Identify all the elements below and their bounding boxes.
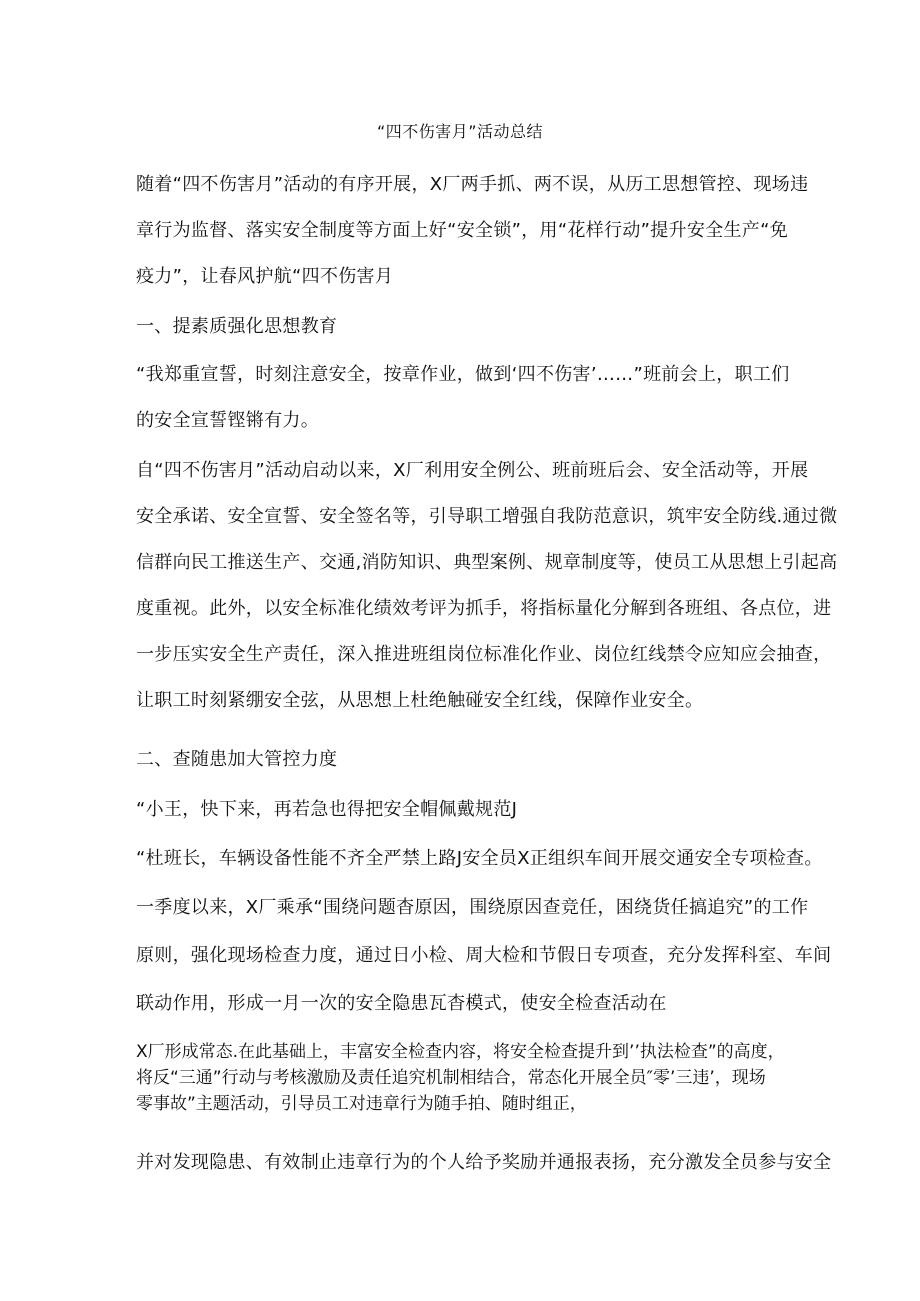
section2-small-line-1: X厂形成常态.在此基础上，丰富安全检查内容，将安全检查提升到’’执法检查”的高度， bbox=[136, 1042, 785, 1062]
section1-heading-block bbox=[136, 304, 786, 350]
section2-heading-block bbox=[136, 737, 786, 783]
intro-line-3: 疫力”，让春风护航“四不伤害月 bbox=[136, 266, 394, 287]
section2-small-line-2: 将反“三通”行动与考核激励及责任追究机制相结合，常态化开展全员″零’三违’，现场 bbox=[136, 1068, 766, 1088]
section2-quote-2: “杜班长，车辆设备性能不齐全严禁上路J安全员X正组织车间开展交通安全专项检查。 bbox=[136, 848, 823, 869]
section2-quote-1: “小王，快下来，再若急也得把安全帽佩戴规范J bbox=[136, 799, 518, 820]
section1-body-paragraph bbox=[136, 448, 838, 724]
section2-small-line-3: 零事故”主题活动，引导员工对违章行为随手拍、随时组正， bbox=[136, 1094, 587, 1114]
section2-heading: 二、查随患加大管控力度 bbox=[136, 749, 338, 770]
section1-quote-line-2: 的安全宣誓铿锵有力。 bbox=[136, 410, 319, 431]
closing-paragraph bbox=[136, 1140, 832, 1186]
intro-line-1: 随着“四不伤害月”活动的有序开展，X厂两手抓、两不误，从历工思想管控、现场违 bbox=[136, 174, 809, 195]
section2-body-paragraph bbox=[136, 884, 832, 1028]
section1-body-line-5: 一步压实安全生产责任，深入推进班组岗位标准化作业、岗位红线禁令应知应会抽查， bbox=[136, 644, 832, 665]
document-title: “四不伤害月”活动总结 bbox=[376, 122, 544, 141]
section1-heading: 一、提素质强化思想教育 bbox=[136, 316, 338, 337]
section1-quote-line-1: “我郑重宣誓，时刻注意安全，按章作业，做到‘四不伤害’……”班前会上，职工们 bbox=[136, 364, 790, 385]
section2-body-line-3: 联动作用，形成一月一次的安全隐患瓦杳模式，使安全检查活动在 bbox=[136, 993, 667, 1014]
section1-quote-paragraph bbox=[136, 352, 790, 444]
section2-quote1-block bbox=[136, 787, 786, 833]
section1-body-line-6: 让职工时刻紧绷安全弦，从思想上杜绝触碰安全红线，保障作业安全。 bbox=[136, 690, 704, 711]
intro-line-2: 章行为监督、落实安全制度等方面上好“安全锁”，用“花样行动”提升安全生产“免 bbox=[136, 220, 789, 241]
section1-body-line-3: 信群向民工推送生产、交通,消防知识、典型案例、规章制度等，使员工从思想上引起高 bbox=[136, 552, 838, 573]
intro-paragraph bbox=[136, 162, 809, 300]
section1-body-line-1: 自“四不伤害月”活动启动以来，X厂利用安全例公、班前班后会、安全活动等，开展 bbox=[136, 460, 809, 481]
section2-quote2-block bbox=[136, 836, 823, 882]
closing-line: 并对发现隐患、有效制止违章行为的个人给予奖励并通报表扬，充分激发全员参与安全 bbox=[136, 1152, 832, 1173]
section1-body-line-4: 度重视。此外，以安全标准化绩效考评为抓手，将指标量化分解到各班组、各点位，进 bbox=[136, 598, 832, 619]
section1-body-line-2: 安全承诺、安全宣誓、安全签名等，引导职工增强自我防范意识，筑牢安全防线.通过微 bbox=[136, 506, 838, 527]
section2-body-line-2: 原则，强化现场检查力度，通过日小检、周大检和节假日专项查，充分发挥科室、车间 bbox=[136, 945, 832, 966]
section2-small-paragraph bbox=[136, 1039, 796, 1117]
section2-body-line-1: 一季度以来，X厂乘承“围绕问题杳原因，围绕原因查竞任，困绕货任搞追究”的工作 bbox=[136, 897, 809, 918]
